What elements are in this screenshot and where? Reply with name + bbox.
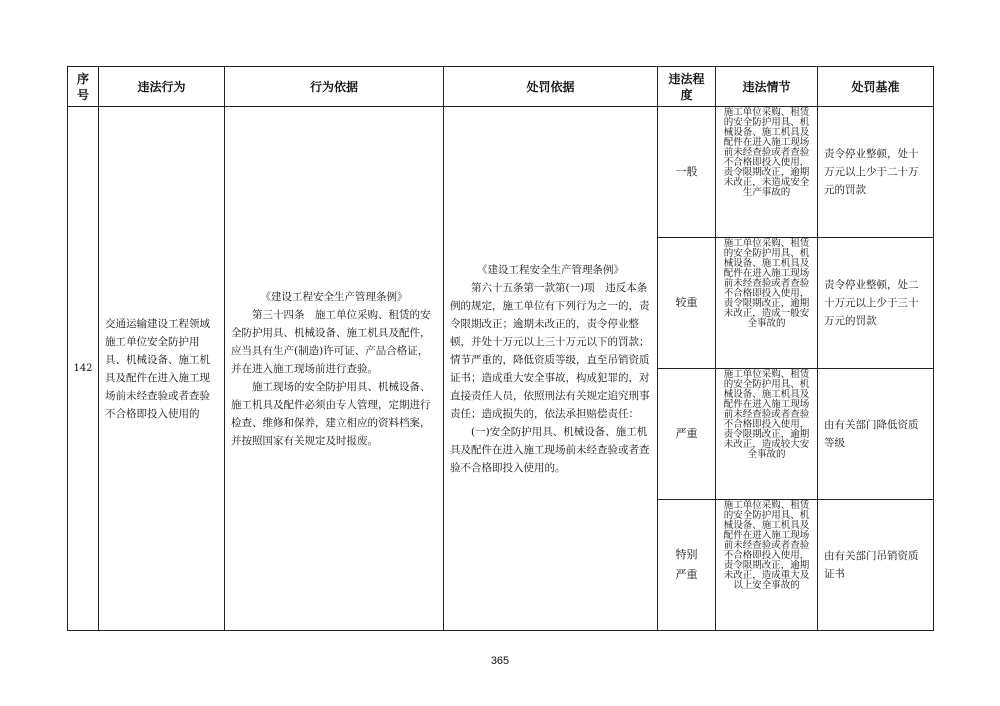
standard-extreme: 由有关部门吊销资质证书 xyxy=(818,500,934,631)
header-basis: 行为依据 xyxy=(225,67,444,107)
table-row xyxy=(68,107,934,238)
basis-title: 《建设工程安全生产管理条例》 xyxy=(260,290,408,303)
basis-paragraph-1: 第三十四条 施工单位采购、租赁的安全防护用具、机械设备、施工机具及配件，应当具有生产(制造)许可证、产品合格证，并在进入施工现场前进行查验。 xyxy=(231,308,431,375)
row-behavior: 交通运输建设工程领域施工单位安全防护用具、机械设备、施工机具及配件在进入施工现场前未经查验或者查验不合格即投入使用的 xyxy=(99,107,225,631)
degree-extreme: 特别严重 xyxy=(658,500,716,631)
penalty-paragraph-1: 第六十五条第一款第(一)项 违反本条例的规定，施工单位有下列行为之一的，责令限期改正；逾期未改正的，责令停业整顿，并处十万元以上三十万元以下的罚款；情节严重的，降低资质等级，直至吊销资质证书；造成重大安全事故，构成犯罪的，对直接责任人员，依照刑法有关规定追究刑事责任；造成损失的，依法承担赔偿责任： xyxy=(450,281,650,420)
standard-serious: 责令停业整顿，处二十万元以上少于三十万元的罚款 xyxy=(818,238,934,369)
degree-general: 一般 xyxy=(658,107,716,238)
row-penalty-basis xyxy=(444,107,658,631)
header-standard: 处罚基准 xyxy=(818,67,934,107)
header-behavior: 违法行为 xyxy=(99,67,225,107)
circumstance-extreme: 施工单位采购、租赁的安全防护用具、机械设备、施工机具及配件在进入施工现场前未经查验或者查验不合格即投入使用，责令限期改正，逾期未改正，造成重大及以上安全事故的 xyxy=(716,500,818,631)
row-seq: 142 xyxy=(68,107,99,631)
header-row xyxy=(68,67,934,107)
penalty-paragraph-2: (一)安全防护用具、机械设备、施工机具及配件在进入施工现场前未经查验或者查验不合格即投入使用的。 xyxy=(450,425,650,474)
header-degree: 违法程度 xyxy=(658,67,716,107)
header-circumstance: 违法情节 xyxy=(716,67,818,107)
circumstance-serious: 施工单位采购、租赁的安全防护用具、机械设备、施工机具及配件在进入施工现场前未经查验或者查验不合格即投入使用，责令限期改正，逾期未改正，造成一般安全事故的 xyxy=(716,238,818,369)
header-penalty-basis: 处罚依据 xyxy=(444,67,658,107)
penalty-title: 《建设工程安全生产管理条例》 xyxy=(477,263,624,276)
row-basis xyxy=(225,107,444,631)
standard-severe: 由有关部门降低资质等级 xyxy=(818,369,934,500)
page-number: 365 xyxy=(490,655,510,667)
circumstance-severe: 施工单位采购、租赁的安全防护用具、机械设备、施工机具及配件在进入施工现场前未经查验或者查验不合格即投入使用，责令限期改正，逾期未改正，造成较大安全事故的 xyxy=(716,369,818,500)
degree-serious: 较重 xyxy=(658,238,716,369)
standard-general: 责令停业整顿，处十万元以上少于二十万元的罚款 xyxy=(818,107,934,238)
header-seq: 序号 xyxy=(68,67,99,107)
circumstance-general: 施工单位采购、租赁的安全防护用具、机械设备、施工机具及配件在进入施工现场前未经查验或者查验不合格即投入使用，责令限期改正，逾期未改正，未造成安全生产事故的 xyxy=(716,107,818,238)
degree-severe: 严重 xyxy=(658,369,716,500)
penalty-table xyxy=(67,66,934,631)
basis-paragraph-2: 施工现场的安全防护用具、机械设备、施工机具及配件必须由专人管理，定期进行检查、维修和保养，建立相应的资料档案，并按照国家有关规定及时报废。 xyxy=(231,380,431,447)
